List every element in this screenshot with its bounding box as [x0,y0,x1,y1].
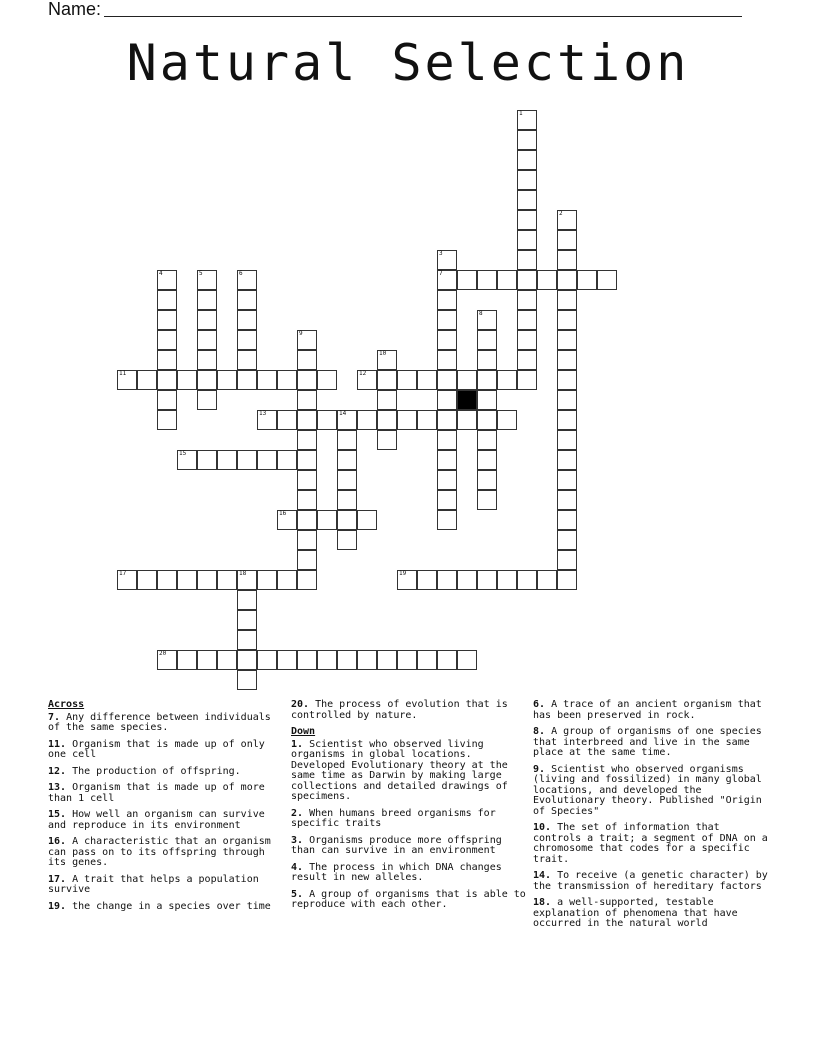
crossword-cell[interactable] [557,290,577,310]
clues-column-1 [48,700,284,918]
crossword-cell[interactable] [197,330,217,350]
clue-down-8: 8. A group of organisms of one species that interbreed and live in the same place at the same time. [533,726,762,758]
crossword-cell[interactable] [517,150,537,170]
crossword-cell[interactable] [517,230,537,250]
crossword-cell[interactable] [297,570,317,590]
crossword-cell[interactable] [237,450,257,470]
crossword-cell[interactable] [157,310,177,330]
clue-down-2: 2. When humans breed organisms for specific traits [291,807,496,829]
crossword-cell[interactable] [557,310,577,330]
crossword-cell[interactable] [277,370,297,390]
crossword-cell[interactable] [237,370,257,390]
crossword-cell[interactable] [337,510,357,530]
crossword-cell[interactable] [237,570,257,590]
crossword-cell[interactable] [157,390,177,410]
crossword-cell[interactable] [237,290,257,310]
crossword-cell[interactable] [417,570,437,590]
crossword-cell[interactable] [337,650,357,670]
clue-number: 8 [479,310,483,317]
crossword-cell[interactable] [377,430,397,450]
crossword-cell[interactable] [237,350,257,370]
crossword-cell[interactable] [497,270,517,290]
crossword-cell[interactable] [337,470,357,490]
crossword-cell[interactable] [517,270,537,290]
clue-down-3: 3. Organisms produce more offspring than can survive in an environment [291,834,502,856]
crossword-cell[interactable] [557,230,577,250]
crossword-cell[interactable] [357,650,377,670]
crossword-cell[interactable] [557,510,577,530]
crossword-cell[interactable] [557,470,577,490]
crossword-cell[interactable] [317,650,337,670]
crossword-cell[interactable] [177,650,197,670]
puzzle-title: Natural Selection [126,34,690,92]
crossword-cell[interactable] [457,370,477,390]
crossword-cell[interactable] [297,470,317,490]
crossword-cell[interactable] [357,510,377,530]
crossword-cell[interactable] [477,570,497,590]
down-heading: Down [291,726,316,737]
crossword-cell[interactable] [597,270,617,290]
crossword-cell[interactable] [297,370,317,390]
crossword-cell[interactable] [357,370,377,390]
crossword-cell[interactable] [477,310,497,330]
crossword-cell[interactable] [157,410,177,430]
crossword-cell[interactable] [497,410,517,430]
crossword-cell[interactable] [437,350,457,370]
crossword-cell[interactable] [397,410,417,430]
crossword-cell[interactable] [317,370,337,390]
crossword-cell[interactable] [397,370,417,390]
clue-number: 18 [239,570,247,577]
crossword-cell[interactable] [377,410,397,430]
crossword-cell[interactable] [557,410,577,430]
clue-across-12: 12. The production of offspring. [48,765,241,777]
crossword-cell[interactable] [437,250,457,270]
clue-across-15: 15. How well an organism can survive and reproduce in its environment [48,809,265,831]
crossword-cell[interactable] [477,470,497,490]
crossword-cell[interactable] [477,270,497,290]
crossword-cell[interactable] [157,650,177,670]
crossword-cell[interactable] [337,430,357,450]
crossword-cell[interactable] [477,450,497,470]
crossword-cell[interactable] [417,370,437,390]
crossword-cell[interactable] [557,350,577,370]
crossword-cell[interactable] [117,570,137,590]
crossword-cell[interactable] [437,450,457,470]
clue-number: 7 [439,270,443,277]
crossword-cell[interactable] [557,490,577,510]
crossword-cell[interactable] [277,570,297,590]
crossword-cell[interactable] [517,290,537,310]
crossword-cell[interactable] [477,350,497,370]
crossword-cell[interactable] [397,650,417,670]
crossword-cell[interactable] [457,410,477,430]
crossword-cell[interactable] [297,550,317,570]
clue-number: 16 [279,510,287,517]
crossword-cell[interactable] [557,250,577,270]
crossword-cell[interactable] [177,370,197,390]
crossword-cell[interactable] [237,650,257,670]
clue-number: 17 [119,570,127,577]
crossword-cell[interactable] [457,570,477,590]
crossword-cell[interactable] [437,330,457,350]
name-label: Name: [48,0,102,19]
crossword-cell[interactable] [157,370,177,390]
crossword-cell[interactable] [377,390,397,410]
crossword-cell[interactable] [517,250,537,270]
crossword-cell[interactable] [477,330,497,350]
crossword-cell[interactable] [337,530,357,550]
crossword-cell[interactable] [257,650,277,670]
crossword-cell[interactable] [557,330,577,350]
crossword-cell[interactable] [517,570,537,590]
clue-across-13: 13. Organism that is made up of more than 1 cell [48,782,265,804]
clue-number: 14 [339,410,347,417]
crossword-cell[interactable] [437,310,457,330]
crossword-cell[interactable] [517,210,537,230]
clue-number: 11 [119,370,127,377]
across-heading: Across [48,699,85,710]
crossword-cell[interactable] [517,370,537,390]
crossword-cell[interactable] [157,570,177,590]
clue-number: 10 [379,350,387,357]
crossword-cell[interactable] [277,410,297,430]
clues-column-2 [291,700,527,917]
clue-number: 1 [519,110,523,117]
crossword-cell[interactable] [297,350,317,370]
clue-number: 6 [239,270,243,277]
crossword-cell[interactable] [457,650,477,670]
clue-number: 4 [159,270,163,277]
crossword-block [457,390,477,410]
crossword-cell[interactable] [197,650,217,670]
crossword-cell[interactable] [257,370,277,390]
crossword-cell[interactable] [277,650,297,670]
crossword-cell[interactable] [197,310,217,330]
crossword-cell[interactable] [197,270,217,290]
crossword-cell[interactable] [157,270,177,290]
crossword-cell[interactable] [437,270,457,290]
crossword-cell[interactable] [557,270,577,290]
crossword-cell[interactable] [577,270,597,290]
crossword-cell[interactable] [557,390,577,410]
crossword-cell[interactable] [517,130,537,150]
crossword-cell[interactable] [417,410,437,430]
clue-number: 20 [159,650,167,657]
crossword-cell[interactable] [137,570,157,590]
crossword-cell[interactable] [517,330,537,350]
crossword-cell[interactable] [557,530,577,550]
clue-down-18: 18. a well-supported, testable explanation of phenomena that have occurred in the natural world [533,897,738,929]
crossword-cell[interactable] [537,570,557,590]
crossword-cell[interactable] [437,490,457,510]
crossword-cell[interactable] [517,310,537,330]
crossword-cell[interactable] [117,370,137,390]
clue-across-11: 11. Organism that is made up of only one cell [48,738,265,760]
crossword-cell[interactable] [437,370,457,390]
crossword-cell[interactable] [437,390,457,410]
crossword-cell[interactable] [177,570,197,590]
crossword-cell[interactable] [197,350,217,370]
crossword-cell[interactable] [297,510,317,530]
crossword-cell[interactable] [437,410,457,430]
crossword-cell[interactable] [217,570,237,590]
crossword-cell[interactable] [317,410,337,430]
crossword-cell[interactable] [297,530,317,550]
crossword-cell[interactable] [357,410,377,430]
clue-down-1: 1. Scientist who observed living organisms in global locations. Developed Evolutionary theory at the same time as Darwin by making large collections and detailed drawings of specimens. [291,738,508,802]
clue-across-19: 19. the change in a species over time [48,900,271,912]
crossword-cell[interactable] [297,430,317,450]
crossword-cell[interactable] [517,170,537,190]
clue-across-16: 16. A characteristic that an organism can pass on to its offspring through its genes. [48,836,271,868]
crossword-cell[interactable] [137,370,157,390]
clue-number: 13 [259,410,267,417]
crossword-cell[interactable] [437,570,457,590]
crossword-cell[interactable] [517,110,537,130]
crossword-cell[interactable] [337,490,357,510]
clue-across-17: 17. A trait that helps a population survive [48,873,259,895]
crossword-cell[interactable] [157,330,177,350]
clue-down-10: 10. The set of information that controls a trait; a segment of DNA on a chromosome that codes for a specific trait. [533,822,768,865]
crossword-cell[interactable] [217,450,237,470]
crossword-cell[interactable] [477,430,497,450]
clue-down-6: 6. A trace of an ancient organism that has been preserved in rock. [533,699,762,721]
crossword-cell[interactable] [237,670,257,690]
crossword-cell[interactable] [197,390,217,410]
clue-number: 5 [199,270,203,277]
crossword-cell[interactable] [477,490,497,510]
crossword-cell[interactable] [297,390,317,410]
crossword-cell[interactable] [297,450,317,470]
crossword-cell[interactable] [257,410,277,430]
crossword-cell[interactable] [297,490,317,510]
crossword-cell[interactable] [517,350,537,370]
crossword-cell[interactable] [217,370,237,390]
clue-number: 9 [299,330,303,337]
crossword-cell[interactable] [557,430,577,450]
clue-down-9: 9. Scientist who observed organisms (living and fossilized) in many global locations, and developed the Evolutionary theory. Published "Origin of Species" [533,763,762,817]
clue-number: 12 [359,370,367,377]
crossword-cell[interactable] [557,550,577,570]
crossword-cell[interactable] [157,350,177,370]
crossword-cell[interactable] [437,290,457,310]
crossword-cell[interactable] [437,470,457,490]
crossword-cell[interactable] [317,510,337,530]
crossword-cell[interactable] [237,310,257,330]
crossword-cell[interactable] [477,410,497,430]
crossword-cell[interactable] [237,610,257,630]
crossword-cell[interactable] [417,650,437,670]
crossword-cell[interactable] [497,370,517,390]
crossword-cell[interactable] [557,210,577,230]
clue-across-7: 7. Any difference between individuals of the same species. [48,711,271,733]
clue-number: 3 [439,250,443,257]
clues-column-3 [533,700,769,936]
crossword-cell[interactable] [197,290,217,310]
crossword-cell[interactable] [297,650,317,670]
crossword-cell[interactable] [537,270,557,290]
crossword-cell[interactable] [217,650,237,670]
clue-number: 15 [179,450,187,457]
crossword-cell[interactable] [437,510,457,530]
crossword-cell[interactable] [197,450,217,470]
crossword-cell[interactable] [477,390,497,410]
clue-across-20: 20. The process of evolution that is controlled by nature. [291,699,508,721]
crossword-cell[interactable] [557,450,577,470]
crossword-cell[interactable] [197,570,217,590]
clue-number: 2 [559,210,563,217]
crossword-cell[interactable] [177,450,197,470]
crossword-cell[interactable] [257,450,277,470]
crossword-cell[interactable] [377,370,397,390]
crossword-cell[interactable] [437,650,457,670]
crossword-cell[interactable] [557,570,577,590]
crossword-cell[interactable] [437,430,457,450]
crossword-cell[interactable] [497,570,517,590]
crossword-cell[interactable] [457,270,477,290]
clue-number: 19 [399,570,407,577]
crossword-cell[interactable] [557,370,577,390]
clue-down-4: 4. The process in which DNA changes result in new alleles. [291,861,502,883]
crossword-cell[interactable] [277,450,297,470]
crossword-cell[interactable] [297,410,317,430]
crossword-cell[interactable] [157,290,177,310]
crossword-cell[interactable] [237,270,257,290]
crossword-cell[interactable] [237,590,257,610]
clue-down-14: 14. To receive (a genetic character) by the transmission of hereditary factors [533,870,768,892]
clue-down-5: 5. A group of organisms that is able to reproduce with each other. [291,888,526,910]
crossword-cell[interactable] [397,570,417,590]
crossword-cell[interactable] [377,650,397,670]
crossword-cell[interactable] [257,570,277,590]
crossword-cell[interactable] [377,350,397,370]
crossword-cell[interactable] [277,510,297,530]
crossword-cell[interactable] [297,330,317,350]
crossword-cell[interactable] [237,630,257,650]
crossword-cell[interactable] [337,410,357,430]
crossword-cell[interactable] [197,370,217,390]
crossword-cell[interactable] [517,190,537,210]
crossword-cell[interactable] [337,450,357,470]
crossword-cell[interactable] [477,370,497,390]
crossword-cell[interactable] [237,330,257,350]
